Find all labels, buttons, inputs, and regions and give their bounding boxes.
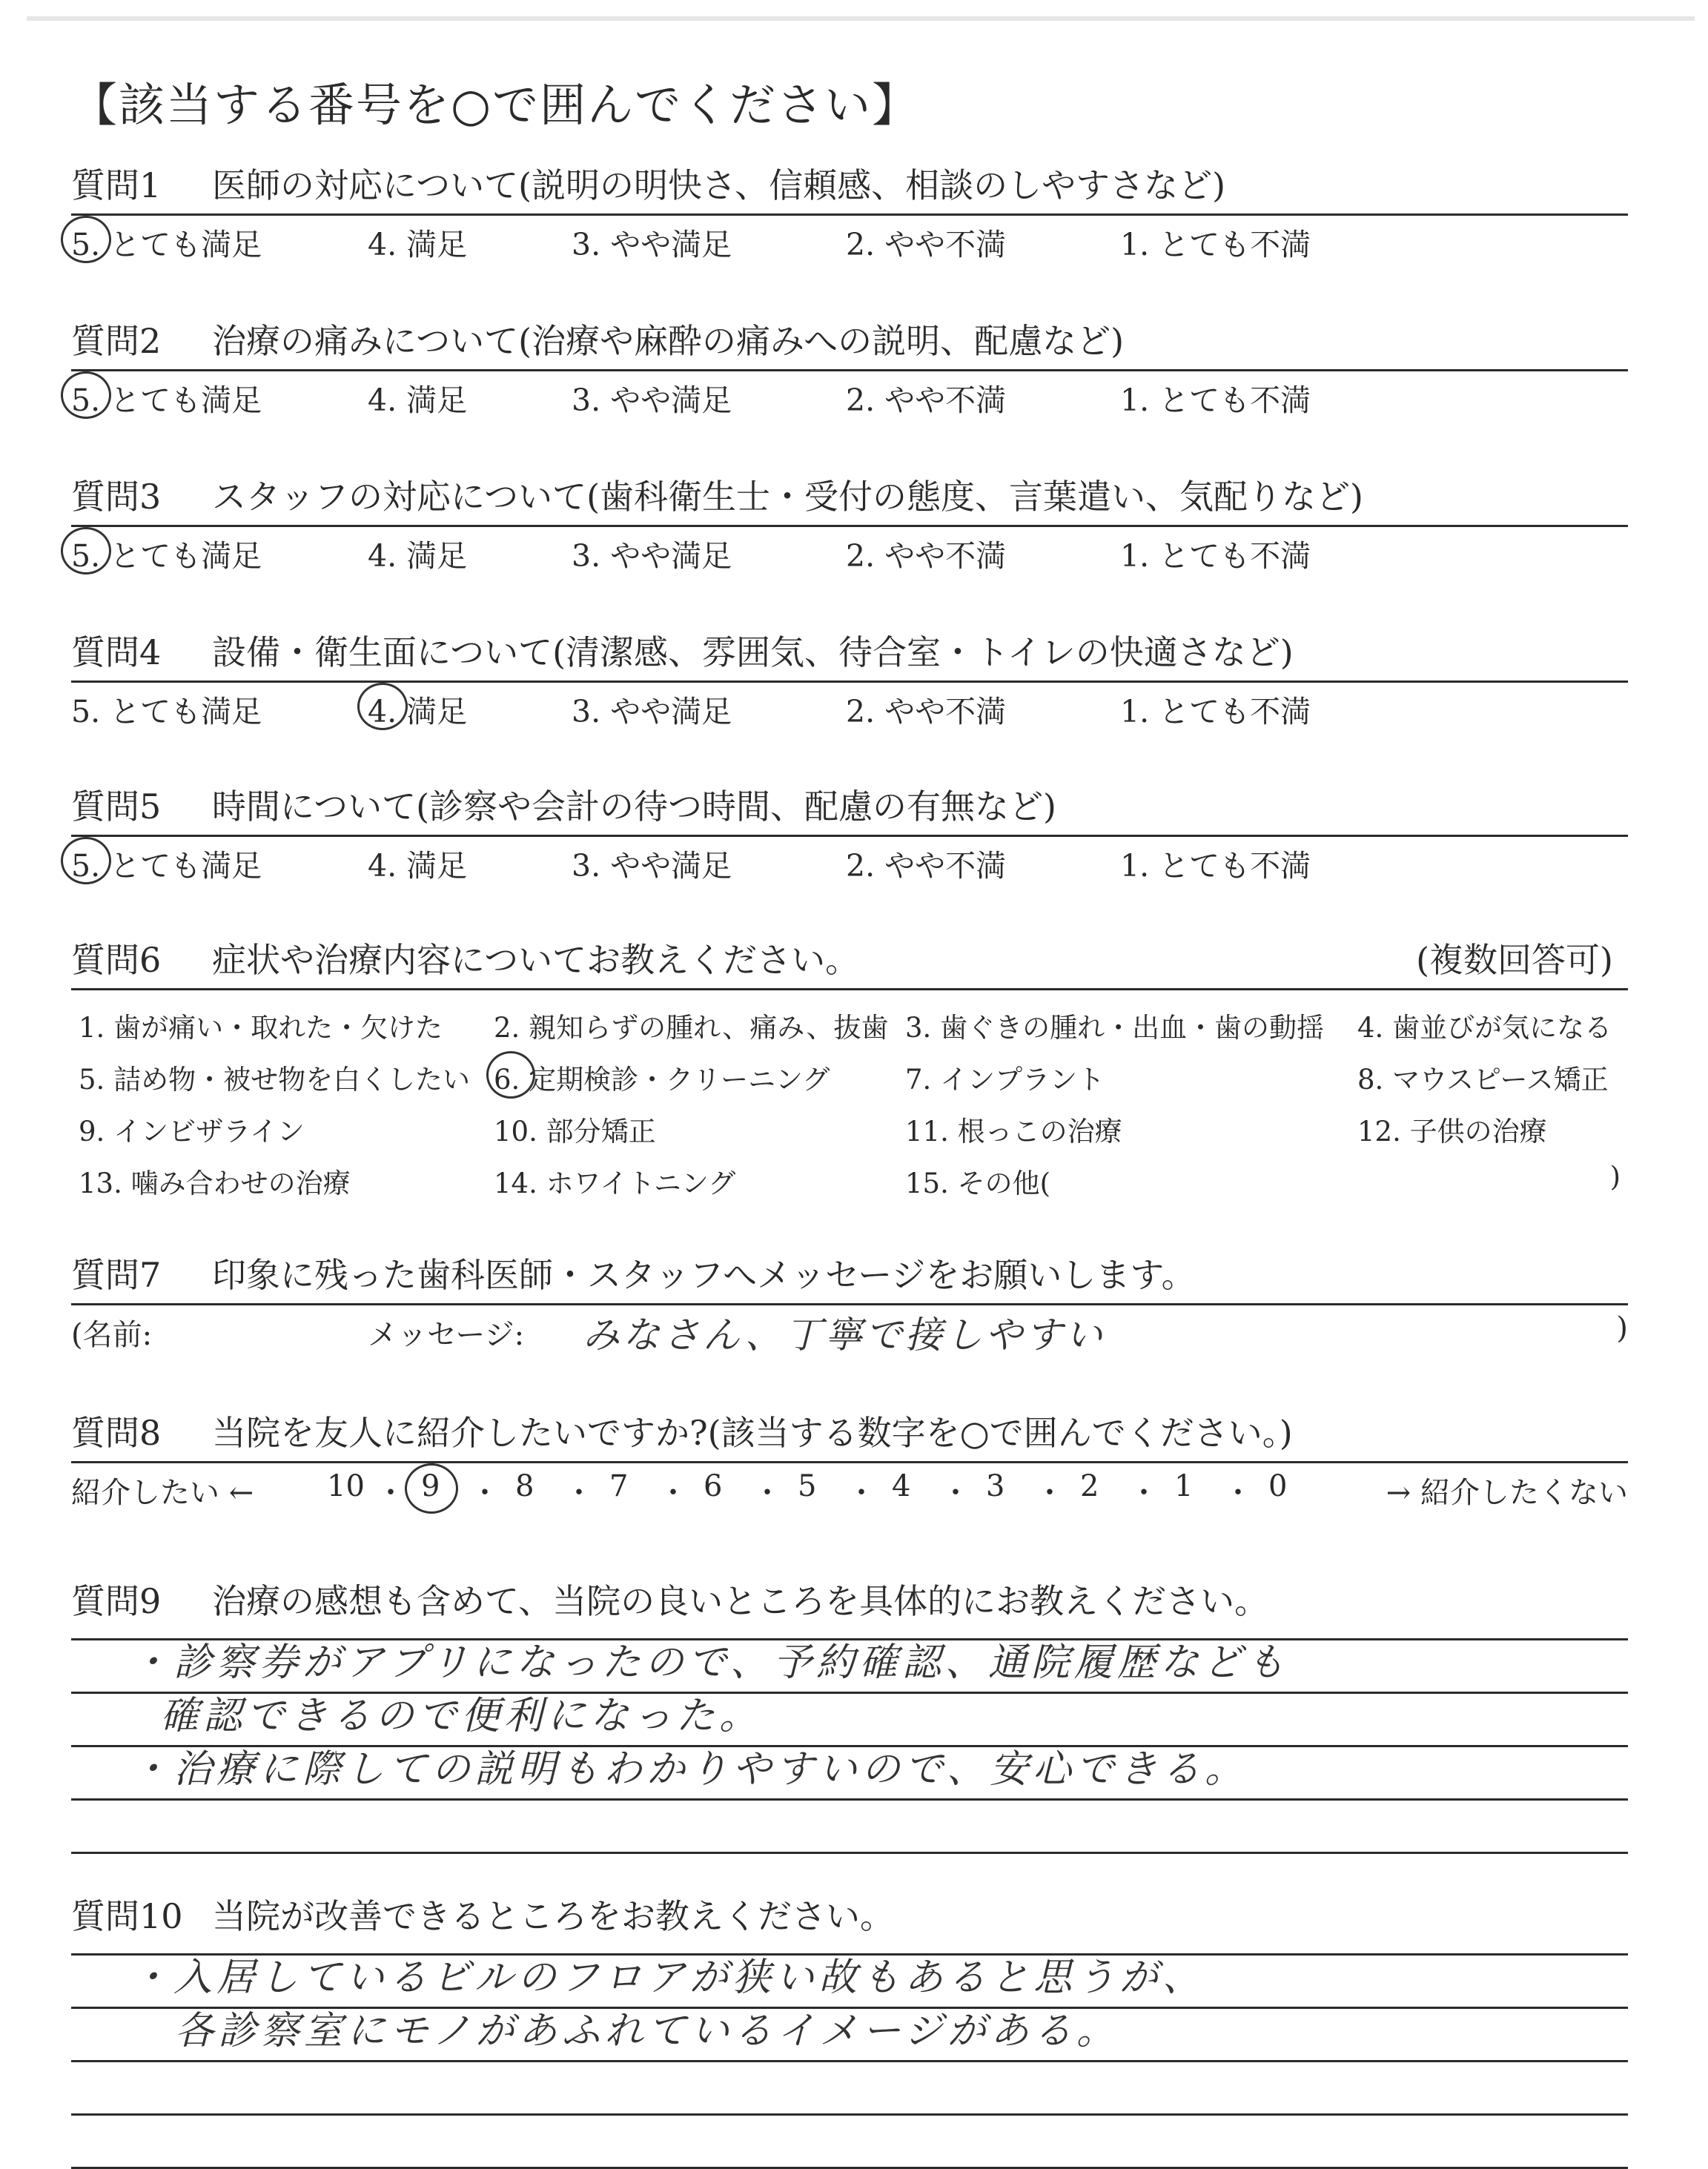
question-1 bbox=[71, 163, 1628, 260]
rating-option-label: 2. やや不満 bbox=[846, 227, 1007, 262]
question-text: スタッフの対応について(歯科衛生士・受付の態度、言葉遣い、気配りなど) bbox=[212, 477, 1363, 517]
symptom-option[interactable]: 13. 噛み合わせの治療 bbox=[79, 1168, 351, 1199]
question-number: 質問8 bbox=[71, 1413, 162, 1453]
rating-option[interactable] bbox=[368, 532, 467, 575]
question-8 bbox=[71, 1411, 1628, 1515]
rating-option-label: 2. やや不満 bbox=[846, 383, 1007, 418]
rating-option-label: 3. やや満足 bbox=[572, 227, 732, 262]
scale-separator-dot: ・ bbox=[470, 1476, 500, 1510]
question-text: 当院が改善できるところをお教えください。 bbox=[212, 1896, 894, 1936]
rating-option[interactable] bbox=[1120, 376, 1311, 420]
scale-value[interactable]: 2 bbox=[1080, 1469, 1099, 1503]
question-10 bbox=[71, 1894, 1628, 2161]
symptom-option[interactable]: 4. 歯並びが気になる bbox=[1357, 1012, 1612, 1044]
selected-circle-mark bbox=[61, 837, 111, 884]
rating-option[interactable] bbox=[1120, 220, 1311, 264]
scale-value[interactable]: 4 bbox=[892, 1469, 911, 1503]
handwritten-answer-line[interactable]: 確認できるので便利になった。 bbox=[160, 1694, 763, 1738]
question-text: 当院を友人に紹介したいですか?(該当する数字を○で囲んでください。) bbox=[212, 1413, 1293, 1453]
question-text: 時間について(診察や会計の待つ時間、配慮の有無など) bbox=[212, 787, 1056, 827]
scale-right-label: → 紹介したくない bbox=[1386, 1476, 1628, 1510]
rating-option-label: 2. やや不満 bbox=[846, 694, 1007, 729]
rating-option-label: 2. やや不満 bbox=[846, 538, 1007, 574]
rating-option[interactable] bbox=[572, 687, 732, 731]
symptom-options-grid bbox=[71, 990, 1628, 1213]
question-6 bbox=[71, 938, 1628, 1213]
question-2 bbox=[71, 319, 1628, 416]
scale-value[interactable]: 6 bbox=[704, 1469, 723, 1503]
scale-value[interactable]: 5 bbox=[798, 1469, 817, 1503]
rating-option-label: 3. やや満足 bbox=[572, 538, 732, 574]
rating-option-label: 5. とても満足 bbox=[71, 538, 262, 574]
scale-left-label: 紹介したい ← bbox=[71, 1476, 254, 1510]
scale-value[interactable]: 0 bbox=[1268, 1469, 1288, 1503]
answer-lines bbox=[71, 1623, 1628, 1868]
question-text: 印象に残った歯科医師・スタッフへメッセージをお願いします。 bbox=[212, 1255, 1196, 1295]
selected-circle-mark bbox=[61, 527, 111, 574]
scale-separator-dot: ・ bbox=[1223, 1476, 1253, 1510]
question-text: 治療の痛みについて(治療や麻酔の痛みへの説明、配慮など) bbox=[212, 321, 1125, 361]
rating-option-label: 1. とても不満 bbox=[1120, 383, 1311, 418]
rating-option-label: 4. 満足 bbox=[368, 848, 468, 884]
rating-option[interactable] bbox=[1120, 841, 1311, 885]
symptom-option[interactable]: 15. その他( bbox=[905, 1168, 1051, 1199]
question-number: 質問10 bbox=[71, 1896, 183, 1936]
question-number: 質問3 bbox=[71, 477, 162, 517]
rating-option-label: 3. やや満足 bbox=[572, 848, 732, 884]
other-close-paren: ) bbox=[1609, 1161, 1621, 1193]
rating-option[interactable] bbox=[846, 687, 1006, 731]
rating-option-label: 5. とても満足 bbox=[71, 694, 262, 729]
symptom-option[interactable]: 9. インビザライン bbox=[79, 1116, 305, 1148]
scale-separator-dot: ・ bbox=[1035, 1476, 1065, 1510]
rating-option[interactable] bbox=[368, 376, 467, 420]
top-border bbox=[27, 16, 1695, 21]
selected-circle-mark bbox=[486, 1051, 535, 1099]
rating-option-label: 1. とても不満 bbox=[1120, 538, 1311, 574]
question-number: 質問1 bbox=[71, 165, 162, 205]
rating-option-label: 3. やや満足 bbox=[572, 383, 732, 418]
rating-option[interactable] bbox=[846, 220, 1006, 264]
ruled-line bbox=[71, 2060, 1628, 2062]
question-text: 症状や治療内容についてお教えください。 bbox=[212, 940, 860, 980]
question-9 bbox=[71, 1579, 1628, 1868]
scale-separator-dot: ・ bbox=[941, 1476, 970, 1510]
rating-option-label: 2. やや不満 bbox=[846, 848, 1007, 884]
question-text: 設備・衛生面について(清潔感、雰囲気、待合室・トイレの快適さなど) bbox=[212, 632, 1294, 672]
scale-separator-dot: ・ bbox=[1129, 1476, 1159, 1510]
rating-option[interactable] bbox=[1120, 687, 1311, 731]
scale-value[interactable]: 8 bbox=[515, 1469, 534, 1503]
question-3 bbox=[71, 474, 1628, 572]
rating-option[interactable] bbox=[71, 220, 262, 264]
message-answer[interactable]: みなさん、丁寧で接しやすい bbox=[583, 1314, 1105, 1357]
rating-option-label: 1. とても不満 bbox=[1120, 848, 1311, 884]
rating-option-label: 1. とても不満 bbox=[1120, 227, 1311, 262]
selected-circle-mark bbox=[357, 683, 408, 730]
selected-circle-mark bbox=[61, 216, 111, 263]
question-text: 医師の対応について(説明の明快さ、信頼感、相談のしやすさなど) bbox=[212, 165, 1226, 205]
rating-option-label: 4. 満足 bbox=[368, 227, 468, 262]
rating-option-label: 5. とても満足 bbox=[71, 227, 262, 262]
name-label: (名前: bbox=[71, 1318, 153, 1352]
handwritten-answer-line[interactable]: ・入居しているビルのフロアが狭い故もあると思うが、 bbox=[130, 1956, 1206, 2000]
symptom-option[interactable]: 7. インプラント bbox=[905, 1064, 1105, 1096]
rating-option-label: 4. 満足 bbox=[368, 538, 468, 574]
symptom-option[interactable]: 5. 詰め物・被せ物を白くしたい bbox=[79, 1064, 471, 1096]
scale-value[interactable]: 10 bbox=[327, 1469, 365, 1503]
scale-separator-dot: ・ bbox=[564, 1476, 594, 1510]
symptom-option[interactable]: 3. 歯ぐきの腫れ・出血・歯の動揺 bbox=[905, 1012, 1325, 1044]
rating-option-label: 4. 満足 bbox=[368, 383, 468, 418]
question-4 bbox=[71, 630, 1628, 727]
rating-option[interactable] bbox=[71, 376, 262, 420]
question-number: 質問5 bbox=[71, 787, 162, 827]
rating-option-label: 4. 満足 bbox=[368, 694, 468, 729]
answer-lines bbox=[71, 1938, 1628, 2161]
message-close-paren: ) bbox=[1616, 1311, 1628, 1345]
rating-option[interactable] bbox=[71, 687, 262, 731]
symptom-option[interactable]: 1. 歯が痛い・取れた・欠けた bbox=[79, 1012, 443, 1044]
rating-option[interactable] bbox=[572, 220, 732, 264]
ruled-line bbox=[71, 2113, 1628, 2116]
rating-option-label: 5. とても満足 bbox=[71, 848, 262, 884]
handwritten-answer-line[interactable]: 各診察室にモノがあふれているイメージがある。 bbox=[175, 2009, 1119, 2053]
symptom-option[interactable]: 10. 部分矯正 bbox=[494, 1116, 656, 1148]
scale-value[interactable]: 1 bbox=[1174, 1469, 1194, 1503]
ruled-line bbox=[71, 1798, 1628, 1801]
scale-value[interactable]: 7 bbox=[609, 1469, 629, 1503]
rating-option[interactable] bbox=[846, 376, 1006, 420]
rating-option-label: 3. やや満足 bbox=[572, 694, 732, 729]
symptom-option[interactable]: 6. 定期検診・クリーニング bbox=[494, 1064, 830, 1096]
symptom-option[interactable]: 11. 根っこの治療 bbox=[905, 1116, 1122, 1148]
symptom-option[interactable]: 14. ホワイトニング bbox=[494, 1168, 736, 1199]
page-title: 【該当する番号を○で囲んでください】 bbox=[71, 78, 920, 132]
question-number: 質問2 bbox=[71, 321, 162, 361]
multiple-answer-note: (複数回答可) bbox=[1416, 940, 1613, 980]
scale-separator-dot: ・ bbox=[376, 1476, 406, 1510]
scale-value[interactable]: 9 bbox=[421, 1469, 440, 1503]
scale-separator-dot: ・ bbox=[752, 1476, 782, 1510]
rating-option[interactable] bbox=[846, 532, 1006, 575]
scale-separator-dot: ・ bbox=[658, 1476, 688, 1510]
rating-option[interactable] bbox=[572, 532, 732, 575]
rating-option[interactable] bbox=[572, 841, 732, 885]
scale-separator-dot: ・ bbox=[847, 1476, 876, 1510]
symptom-option[interactable]: 8. マウスピース矯正 bbox=[1357, 1064, 1609, 1096]
rating-option[interactable] bbox=[71, 841, 262, 885]
symptom-option[interactable]: 2. 親知らずの腫れ、痛み、抜歯 bbox=[494, 1012, 889, 1044]
handwritten-answer-line[interactable]: ・治療に際しての説明もわかりやすいので、安心できる。 bbox=[130, 1747, 1248, 1792]
selected-circle-mark bbox=[405, 1463, 458, 1514]
selected-circle-mark bbox=[61, 371, 111, 419]
question-text: 治療の感想も含めて、当院の良いところを具体的にお教えください。 bbox=[212, 1581, 1269, 1621]
question-number: 質問6 bbox=[71, 940, 162, 980]
rating-option[interactable] bbox=[572, 376, 732, 420]
question-number: 質問4 bbox=[71, 632, 162, 672]
rating-option[interactable] bbox=[846, 841, 1006, 885]
rating-option[interactable] bbox=[368, 220, 467, 264]
rating-option[interactable] bbox=[71, 532, 262, 575]
question-5 bbox=[71, 784, 1628, 884]
question-7 bbox=[71, 1253, 1628, 1357]
rating-option[interactable] bbox=[1120, 532, 1311, 575]
question-number: 質問9 bbox=[71, 1581, 162, 1621]
question-number: 質問7 bbox=[71, 1255, 162, 1295]
rating-option-label: 5. とても満足 bbox=[71, 383, 262, 418]
scale-value[interactable]: 3 bbox=[986, 1469, 1005, 1503]
handwritten-answer-line[interactable]: ・診察券がアプリになったので、予約確認、通院履歴なども bbox=[130, 1640, 1289, 1685]
ruled-line bbox=[71, 1852, 1628, 1854]
rating-option[interactable] bbox=[368, 841, 467, 885]
message-label: メッセージ: bbox=[368, 1318, 525, 1352]
rating-option[interactable] bbox=[368, 687, 467, 731]
symptom-option[interactable]: 12. 子供の治療 bbox=[1357, 1116, 1547, 1148]
recommend-scale bbox=[71, 1463, 1628, 1515]
rating-option-label: 1. とても不満 bbox=[1120, 694, 1311, 729]
